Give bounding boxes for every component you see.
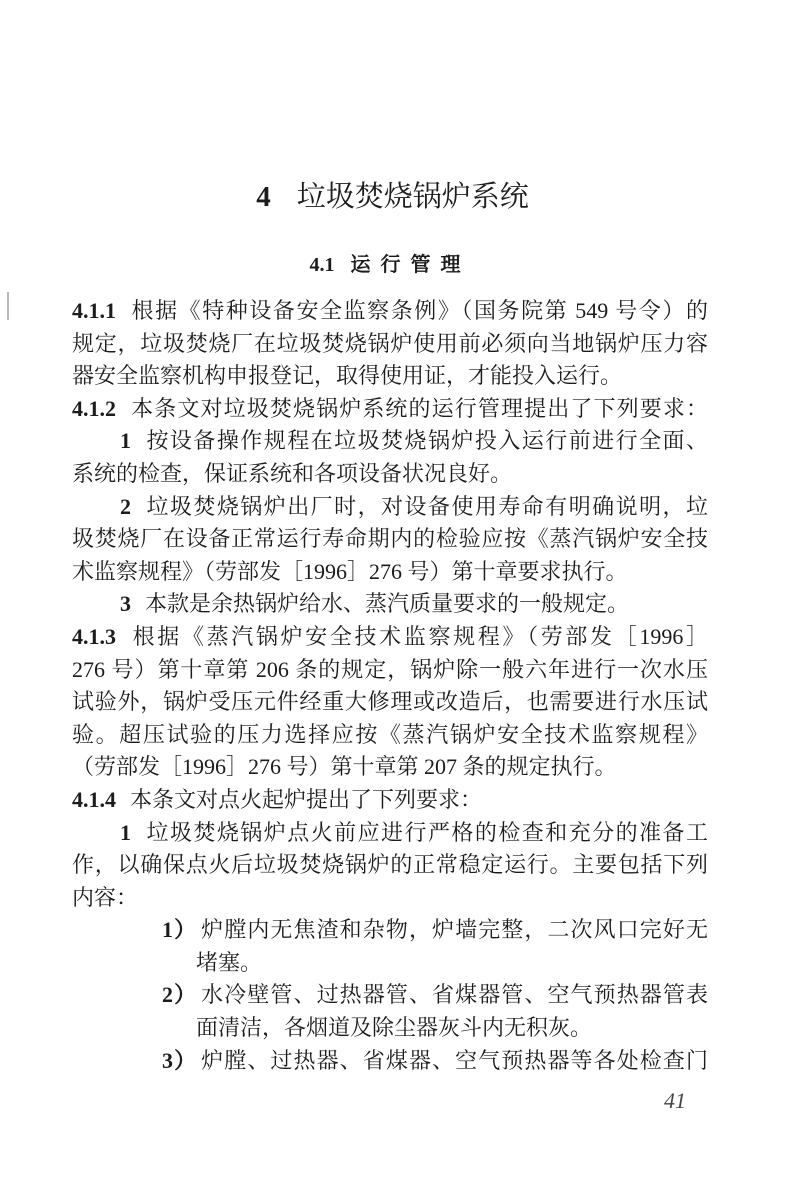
text-line: [72, 458, 708, 491]
line-text: 术监察规程》（劳部发［1996］276 号）第十章要求执行。: [72, 558, 628, 584]
line-text: 炉膛内无焦渣和杂物，炉墙完整，二次风口完好无: [201, 917, 708, 943]
section-number: 4.1: [309, 254, 335, 276]
line-text: 水冷壁管、过热器管、省煤器管、空气预热器管表: [201, 982, 708, 1008]
line-text: 根据《蒸汽锅炉安全技术监察规程》（劳部发［1996］: [130, 623, 708, 649]
text-line: [72, 719, 708, 752]
clause-number: 1）: [162, 917, 198, 943]
line-text: （劳部发［1996］276 号）第十章第 207 条的规定执行。: [72, 754, 617, 780]
text-line: [72, 621, 708, 654]
text-line: [72, 979, 708, 1012]
line-text: 按设备操作规程在垃圾焚烧锅炉投入运行前进行全面、: [145, 428, 708, 454]
line-text: 器安全监察机构申报登记，取得使用证，才能投入运行。: [72, 363, 623, 389]
text-line: [72, 425, 708, 458]
line-text: 作，以确保点火后垃圾焚烧锅炉的正常稳定运行。主要包括下列: [72, 852, 708, 878]
line-text: 系统的检查，保证系统和各项设备状况良好。: [72, 460, 513, 486]
chapter-number: 4: [256, 181, 271, 213]
line-text: 试验外，锅炉受压元件经重大修理或改造后，也需要进行水压试: [72, 689, 708, 715]
clause-number: 3）: [162, 1047, 198, 1073]
clause-number: 4.1.1: [72, 298, 116, 323]
clause-number: 1: [120, 428, 131, 454]
chapter-title-text: 垃圾焚烧锅炉系统: [296, 181, 529, 213]
line-text: 内容：: [72, 884, 139, 910]
text-line: [72, 556, 708, 589]
text-line: [72, 1045, 708, 1078]
line-text: 本条文对垃圾焚烧锅炉系统的运行管理提出了下列要求：: [130, 395, 708, 421]
clause-number: 2）: [162, 982, 198, 1008]
line-text: 圾焚烧厂在设备正常运行寿命期内的检验应按《蒸汽锅炉安全技: [72, 526, 708, 552]
line-text: 堵塞。: [196, 949, 263, 975]
clause-number: 4.1.3: [72, 623, 116, 649]
scan-artifact: [7, 292, 9, 320]
line-text: 验。超压试验的压力选择应按《蒸汽锅炉安全技术监察规程》: [72, 721, 708, 747]
text-line: [72, 882, 708, 915]
clause-number: 2: [120, 493, 131, 519]
section-title-text: 运行管理: [350, 254, 471, 276]
text-line: [72, 588, 708, 621]
clause-number: 1: [120, 819, 131, 845]
body-text: [72, 295, 708, 1077]
text-line: [72, 523, 708, 556]
text-line: [72, 751, 708, 784]
line-text: 垃圾焚烧锅炉点火前应进行严格的检查和充分的准备工: [145, 819, 708, 845]
text-line: [72, 784, 708, 817]
text-line: [72, 947, 708, 980]
line-text: 276 号）第十章第 206 条的规定，锅炉除一般六年进行一次水压: [72, 656, 708, 682]
text-line: [72, 654, 708, 687]
section-title: [0, 248, 780, 277]
text-line: [72, 328, 708, 361]
text-line: [72, 817, 708, 850]
line-text: 根据《特种设备安全监察条例》（国务院第 549 号令）的: [130, 298, 708, 323]
line-text: 本条文对点火起炉提出了下列要求：: [130, 786, 483, 812]
clause-number: 3: [120, 591, 131, 617]
page-number: 41: [664, 1088, 686, 1113]
text-line: [72, 491, 708, 524]
text-line: [72, 849, 708, 882]
text-line: [72, 360, 708, 393]
text-line: [72, 686, 708, 719]
clause-number: 4.1.2: [72, 395, 116, 421]
line-text: 垃圾焚烧锅炉出厂时，对设备使用寿命有明确说明，垃: [145, 493, 708, 519]
text-line: [72, 914, 708, 947]
line-text: 炉膛、过热器、省煤器、空气预热器等各处检查门: [201, 1047, 708, 1073]
line-text: 面清洁，各烟道及除尘器灰斗内无积灰。: [196, 1015, 593, 1041]
text-line: [72, 295, 708, 328]
clause-number: 4.1.4: [72, 786, 116, 812]
line-text: 本款是余热锅炉给水、蒸汽质量要求的一般规定。: [145, 591, 630, 617]
text-line: [72, 1012, 708, 1045]
line-text: 规定，垃圾焚烧厂在垃圾焚烧锅炉使用前必须向当地锅炉压力容: [72, 330, 708, 356]
text-line: [72, 393, 708, 426]
chapter-title: [0, 174, 785, 215]
